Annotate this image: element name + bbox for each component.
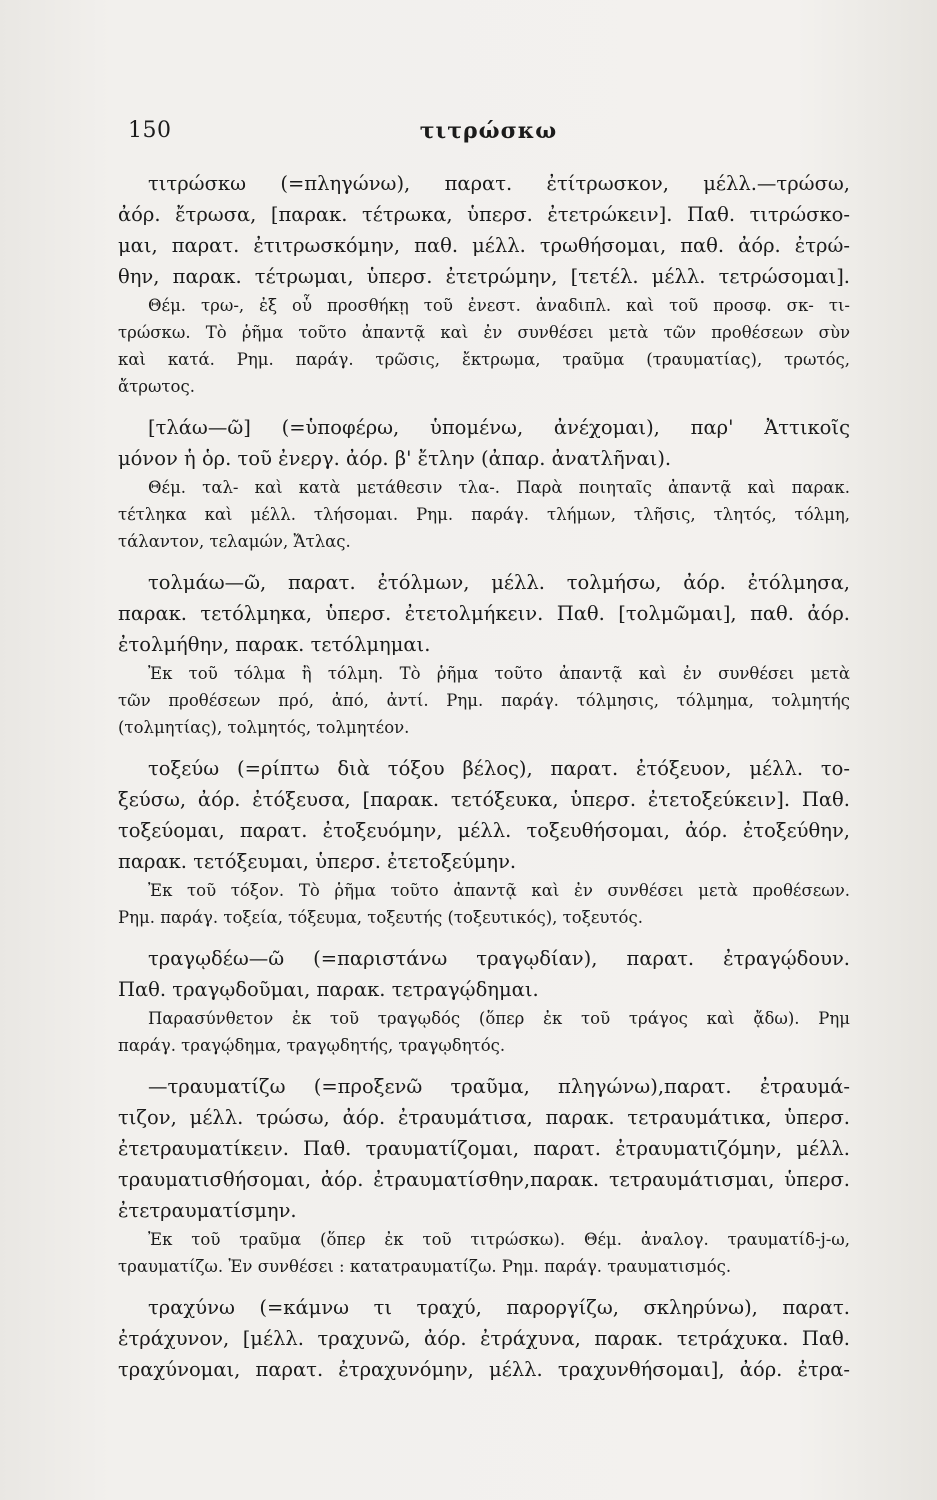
entry-titrosko: [118, 168, 850, 400]
entry-line: ἐτολμήθην, παρακ. τετόλμημαι.: [118, 633, 431, 656]
etymology-note-line: (τολμητίας), τολμητός, τολμητέον.: [118, 718, 410, 737]
entry-line: ἀόρ. ἔτρωσα, [παρακ. τέτρωκα, ὑπερσ. ἐτετρώκειν]. Παθ. τιτρώσκο-: [118, 203, 850, 226]
etymology-note-line: Ἐκ τοῦ τόξον. Τὸ ῥῆμα τοῦτο ἀπαντᾷ καὶ ἐν συνθέσει μετὰ προθέσεων.: [148, 881, 850, 900]
etymology-note-line: τραυματίζω. Ἐν συνθέσει : κατατραυματίζω. Ρημ. παράγ. τραυματισμός.: [118, 1257, 732, 1276]
entry-line: παρακ. τετόξευμαι, ὑπερσ. ἐτετοξεύμην.: [118, 850, 517, 873]
etymology-note-line: τρώσκω. Τὸ ῥῆμα τοῦτο ἀπαντᾷ καὶ ἐν συνθέσει μετὰ τῶν προθέσεων σὺν: [118, 323, 850, 342]
etymology-note-line: ἄτρωτος.: [118, 377, 195, 396]
etymology-note-line: παράγ. τραγῴδημα, τραγῳδητής, τραγῳδητός.: [118, 1036, 506, 1055]
entry-line: τοξεύομαι, παρατ. ἐτοξευόμην, μέλλ. τοξευθήσομαι, ἀόρ. ἐτοξεύθην,: [118, 819, 850, 842]
entry-line: θην, παρακ. τέτρωμαι, ὑπερσ. ἐτετρώμην, [τετέλ. μέλλ. τετρώσομαι].: [118, 265, 850, 288]
entry-line: παρακ. τετόλμηκα, ὑπερσ. ἐτετολμήκειν. Παθ. [τολμῶμαι], παθ. ἀόρ.: [118, 602, 850, 625]
entry-line: ξεύσω, ἀόρ. ἐτόξευσα, [παρακ. τετόξευκα, ὑπερσ. ἐτετοξεύκειν]. Παθ.: [118, 788, 850, 811]
entry-line: τραυματισθήσομαι, ἀόρ. ἐτραυματίσθην,παρακ. τετραυμάτισμαι, ὑπερσ.: [118, 1168, 850, 1191]
entry-tolmao: [118, 567, 850, 741]
entry-line: τραχύνω (=κάμνω τι τραχύ, παροργίζω, σκληρύνω), παρατ.: [148, 1296, 850, 1319]
entry-trachyno: [118, 1292, 850, 1385]
entry-line: τιτρώσκω (=πληγώνω), παρατ. ἐτίτρωσκον, μέλλ.—τρώσω,: [148, 172, 850, 195]
etymology-note-line: Ρημ. παράγ. τοξεία, τόξευμα, τοξευτής (τοξευτικός), τοξευτός.: [118, 908, 643, 927]
entry-toxeuo: [118, 753, 850, 931]
entry-line: ἐτράχυνον, [μέλλ. τραχυνῶ, ἀόρ. ἐτράχυνα, παρακ. τετράχυκα. Παθ.: [118, 1327, 850, 1350]
page-content: [118, 168, 850, 1397]
etymology-note-line: Θέμ. τρω-, ἐξ οὗ προσθήκῃ τοῦ ἐνεστ. ἀναδιπλ. καὶ τοῦ προσφ. σκ- τι-: [148, 296, 850, 315]
entry-line: τραχύνομαι, παρατ. ἐτραχυνόμην, μέλλ. τραχυνθήσομαι], ἀόρ. ἐτρα-: [118, 1358, 850, 1381]
etymology-note-line: τέτληκα καὶ μέλλ. τλήσομαι. Ρημ. παράγ. τλήμων, τλῆσις, τλητός, τόλμη,: [118, 505, 850, 524]
entry-line: μόνον ἡ ὁρ. τοῦ ἐνεργ. ἀόρ. β' ἔτλην (ἀπαρ. ἀνατλῆναι).: [118, 447, 672, 470]
entry-line: [τλάω—ῶ] (=ὑποφέρω, ὑπομένω, ἀνέχομαι), παρ' Ἀττικοῖς: [148, 416, 850, 439]
etymology-note-line: τῶν προθέσεων πρό, ἀπό, ἀντί. Ρημ. παράγ. τόλμησις, τόλμημα, τολμητής: [118, 691, 850, 710]
entry-line: —τραυματίζω (=προξενῶ τραῦμα, πληγώνω),παρατ. ἐτραυμά-: [148, 1075, 850, 1098]
entry-line: Παθ. τραγῳδοῦμαι, παρακ. τετραγῴδημαι.: [118, 978, 539, 1001]
entry-line: ἐτετραυματίσμην.: [118, 1199, 297, 1222]
entry-line: τολμάω—ῶ, παρατ. ἐτόλμων, μέλλ. τολμήσω, ἀόρ. ἐτόλμησα,: [148, 571, 850, 594]
etymology-note-line: Θέμ. ταλ- καὶ κατὰ μετάθεσιν τλα-. Παρὰ ποιηταῖς ἀπαντᾷ καὶ παρακ.: [148, 478, 850, 497]
entry-traumatizo: [118, 1071, 850, 1280]
entry-line: ἐτετραυματίκειν. Παθ. τραυματίζομαι, παρατ. ἐτραυματιζόμην, μέλλ.: [118, 1137, 850, 1160]
etymology-note-line: τάλαντον, τελαμών, Ἄτλας.: [118, 532, 351, 551]
entry-line: τοξεύω (=ρίπτω διὰ τόξου βέλος), παρατ. ἐτόξευον, μέλλ. το-: [148, 757, 850, 780]
entry-line: τραγῳδέω—ῶ (=παριστάνω τραγῳδίαν), παρατ. ἐτραγῴδουν.: [148, 947, 850, 970]
entry-line: μαι, παρατ. ἐτιτρωσκόμην, παθ. μέλλ. τρωθήσομαι, παθ. ἀόρ. ἐτρώ-: [118, 234, 850, 257]
etymology-note-line: Ἐκ τοῦ τόλμα ἢ τόλμη. Τὸ ῥῆμα τοῦτο ἀπαντᾷ καὶ ἐν συνθέσει μετὰ: [148, 664, 850, 683]
entry-tlao: [118, 412, 850, 555]
etymology-note-line: Παρασύνθετον ἐκ τοῦ τραγῳδός (ὅπερ ἐκ τοῦ τράγος καὶ ᾄδω). Ρημ: [148, 1009, 850, 1028]
running-head: τιτρώσκω: [419, 118, 558, 144]
page-number: 150: [128, 118, 172, 143]
entry-tragodeo: [118, 943, 850, 1059]
etymology-note-line: Ἐκ τοῦ τραῦμα (ὅπερ ἐκ τοῦ τιτρώσκω). Θέμ. ἀναλογ. τραυματίδ-j-ω,: [148, 1230, 850, 1249]
entry-line: τιζον, μέλλ. τρώσω, ἀόρ. ἐτραυμάτισα, παρακ. τετραυμάτικα, ὑπερσ.: [118, 1106, 850, 1129]
etymology-note-line: καὶ κατά. Ρημ. παράγ. τρῶσις, ἔκτρωμα, τραῦμα (τραυματίας), τρωτός,: [118, 350, 850, 369]
